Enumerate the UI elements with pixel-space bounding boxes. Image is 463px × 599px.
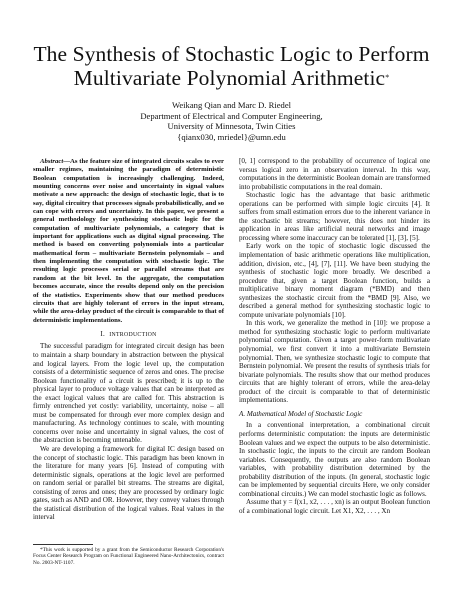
author-department: Department of Electrical and Computer Engineering, [140, 110, 323, 121]
title-line-1: The Synthesis of Stochastic Logic to Perform [33, 42, 430, 66]
paragraph: Stochastic logic has the advantage that basic arithmetic operations can be performed with simple logic circuits [4]. It suffers from small estimation errors due to the inherent variance in the stochastic bit streams; however, this does not hinder its application in areas like artificial neural networks and image processing where some inaccuracy can be tolerated [1], [3], [5]. [239, 191, 430, 242]
paper-title [0, 42, 463, 90]
author-names: Weikang Qian and Marc D. Riedel [171, 100, 292, 110]
paragraph: We are developing a framework for digital IC design based on the concept of stochastic logic. This paradigm has been known in the literature for many years [6]. Instead of computing with deterministic signals, operations at the logic level are performed on random serial or parallel bit streams. The streams are digital, consisting of zeros and ones; they are processed by ordinary logic gates, such as AND and OR. However, they convey values through the statistical distribution of the logical values. Real values in the interval [33, 444, 224, 522]
left-column [33, 158, 224, 522]
paragraph: Early work on the topic of stochastic logic discussed the implementation of basic arithmetic operations like multiplication, addition, division, etc., [4], [7], [11]. We have been studying the synthesis of stochastic logic more broadly. We described a procedure that, given a target Boolean function, builds a multiplicative binary moment diagram (*BMD) and then synthesizes the stochastic circuit from the *BMD [9]. Also, we described a general method for synthesizing stochastic logic to compute univariate polynomials [10]. [239, 242, 430, 319]
title-footnote-marker: * [385, 73, 390, 82]
paragraph: In a conventional interpretation, a combinational circuit performs deterministic computation: the inputs are deterministic Boolean values and we expect the outputs to be also deterministic. In stochastic logic, the inputs to the circuit are random Boolean variables. Consequently, the outputs are also random Boolean variables, with probability distribution determined by the probability distribution of the inputs. (In general, stochastic logic can be implemented by sequential circuits Here, we only consider combinational circuits.) We can model stochastic logic as follows. [239, 421, 430, 498]
footnote-rule [33, 544, 93, 545]
abstract [33, 158, 224, 325]
abstract-body: —As the feature size of integrated circuits scales to ever smaller regimes, maintaining the paradigm of deterministic Boolean computation is increasingly challenging. Indeed, mounting concerns over noise and uncertainty in signal values motivate a new approach: the design of stochastic logic, that is to say, digital circuitry that processes signals probabilistically, and so can cope with errors and uncertainty. In this paper, we present a general methodology for synthesizing stochastic logic for the computation of multivariate polynomials, a category that is important for applications such as digital signal processing. The method is based on converting polynomials into a particular mathematical form – multivariate Bernstein polynomials – and then implementing the computation with stochastic logic. The resulting logic processes serial or parallel streams that are random at the bit level. In the aggregate, the computation becomes accurate, since the results depend only on the precision of the statistics. Experiments show that our method produces circuits that are highly tolerant of errors in the input stream, while the area-delay product of the circuit is comparable to that of deterministic implementations. [33, 158, 224, 324]
paragraph: [0, 1] correspond to the probability of occurrence of logical one versus logical zero in an observation interval. In this way, computations in the deterministic Boolean domain are transformed into probabilistic computations in the real domain. [239, 157, 430, 191]
author-university: University of Minnesota, Twin Cities [167, 121, 296, 132]
footnote: *This work is supported by a grant from the Semiconductor Research Corporation's Focus Center Research Program on Functional Engineered Nano-Architectonics, contract No. 2003-NT-1107. [33, 547, 224, 566]
right-column [239, 157, 430, 515]
author-block [0, 100, 463, 142]
paragraph: The successful paradigm for integrated circuit design has been to maintain a sharp boundary in abstraction between the physical and logical layers. From the logic level up, the computation consists of a deterministic sequence of zeros and ones. The precise Boolean functionality of a circuit is prescribed; it is up to the physical layer to produce voltage values that can be interpreted as the exact logical values that are called for. This abstraction is firmly entrenched yet costly: variability, uncertainty, noise – all must be compensated for through ever more complex design and manufacturing. As technology continues to scale, with mounting concerns over noise and uncertainty in signal values, the cost of the abstraction is becoming untenable. [33, 342, 224, 445]
section-heading-introduction: I. INTRODUCTION [100, 329, 157, 338]
paragraph: Assume that y = f(x1, x2, . . . , xn) is an output Boolean function of a combinational logic circuit. Let X1, X2, . . . , Xn [239, 498, 430, 515]
subsection-heading: A. Mathematical Model of Stochastic Logic [239, 409, 363, 418]
section-title: INTRODUCTION [109, 331, 157, 338]
author-email: {qianx030, mriedel}@umn.edu [177, 131, 286, 142]
paragraph: In this work, we generalize the method in [10]: we propose a method for synthesizing stochastic logic to perform multivariate polynomial computation. Given a target power-form multivariate polynomial, we first convert it into a multivariate Bernstein polynomial. Then, we synthesize stochastic logic to compute that Bernstein polynomial. We present the results of synthesis trials for bivariate polynomials. The results show that our method produces circuits that are highly tolerant of errors, while the area-delay product of the circuit is comparable to that of deterministic implementations. [239, 319, 430, 405]
abstract-lead: Abstract [40, 158, 64, 165]
title-line-2: Multivariate Polynomial Arithmetic* [73, 66, 390, 90]
